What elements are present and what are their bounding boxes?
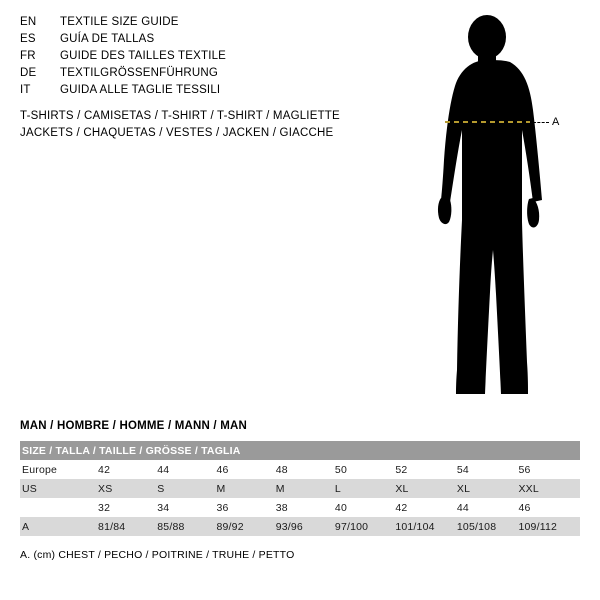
- footnote-chest-measure: A. (cm) CHEST / PECHO / POITRINE / TRUHE / PETTO: [20, 549, 295, 561]
- table-row: [20, 479, 580, 498]
- cell-value: 42: [395, 498, 457, 517]
- table-row: [20, 517, 580, 536]
- cell-value: M: [276, 479, 335, 498]
- cell-value: 54: [457, 460, 519, 479]
- language-code: ES: [20, 33, 36, 45]
- cell-value: 97/100: [335, 517, 395, 536]
- language-code: DE: [20, 67, 37, 79]
- table-row: [20, 460, 580, 479]
- cell-value: 40: [335, 498, 395, 517]
- cell-value: 46: [216, 460, 275, 479]
- cell-value: 56: [518, 460, 580, 479]
- cell-value: 48: [276, 460, 335, 479]
- cell-value: S: [157, 479, 216, 498]
- language-text: TEXTILGRÖSSENFÜHRUNG: [60, 67, 218, 79]
- cell-value: 52: [395, 460, 457, 479]
- cell-value: 32: [98, 498, 157, 517]
- cell-value: 38: [276, 498, 335, 517]
- cell-value: 101/104: [395, 517, 457, 536]
- cell-value: XXL: [518, 479, 580, 498]
- cell-value: 46: [518, 498, 580, 517]
- language-text: GUIDE DES TAILLES TEXTILE: [60, 50, 227, 62]
- cell-value: L: [335, 479, 395, 498]
- cell-value: 93/96: [276, 517, 335, 536]
- cell-value: 50: [335, 460, 395, 479]
- cell-value: 42: [98, 460, 157, 479]
- language-row: [20, 84, 350, 101]
- language-text: GUIDA ALLE TAGLIE TESSILI: [60, 84, 221, 96]
- cell-value: XS: [98, 479, 157, 498]
- cell-value: 36: [216, 498, 275, 517]
- cell-value: 109/112: [518, 517, 580, 536]
- cell-value: M: [216, 479, 275, 498]
- language-code: FR: [20, 50, 36, 62]
- language-code: IT: [20, 84, 31, 96]
- cell-value: XL: [457, 479, 519, 498]
- language-row: [20, 33, 350, 50]
- language-row: [20, 50, 350, 67]
- cell-value: 81/84: [98, 517, 157, 536]
- language-text: TEXTILE SIZE GUIDE: [60, 16, 179, 28]
- language-code: EN: [20, 16, 37, 28]
- male-silhouette-icon: [400, 10, 590, 410]
- cell-value: 44: [457, 498, 519, 517]
- row-label-a: A: [20, 517, 98, 536]
- language-row: [20, 67, 350, 84]
- language-row: [20, 16, 350, 33]
- cell-value: 44: [157, 460, 216, 479]
- body-silhouette-figure: [400, 10, 590, 410]
- table-row: [20, 498, 580, 517]
- category-line-tshirts: T-SHIRTS / CAMISETAS / T-SHIRT / T-SHIRT / MAGLIETTE: [20, 110, 340, 122]
- table-header-row: [20, 441, 580, 460]
- category-list: [20, 110, 380, 144]
- language-list: [20, 16, 350, 101]
- cell-value: 85/88: [157, 517, 216, 536]
- table-header-label: SIZE / TALLA / TAILLE / GRÖSSE / TAGLIA: [20, 441, 580, 460]
- measure-label-a: A: [552, 116, 560, 128]
- measure-leader-line: [533, 122, 549, 123]
- language-text: GUÍA DE TALLAS: [60, 33, 155, 45]
- cell-value: XL: [395, 479, 457, 498]
- size-table: [20, 441, 580, 536]
- cell-value: 89/92: [216, 517, 275, 536]
- row-label-us: US: [20, 479, 98, 498]
- table-title-man: MAN / HOMBRE / HOMME / MANN / MAN: [20, 420, 248, 432]
- cell-value: 105/108: [457, 517, 519, 536]
- row-label-blank: [20, 498, 98, 517]
- cell-value: 34: [157, 498, 216, 517]
- row-label-europe: Europe: [20, 460, 98, 479]
- category-line-jackets: JACKETS / CHAQUETAS / VESTES / JACKEN / GIACCHE: [20, 127, 334, 139]
